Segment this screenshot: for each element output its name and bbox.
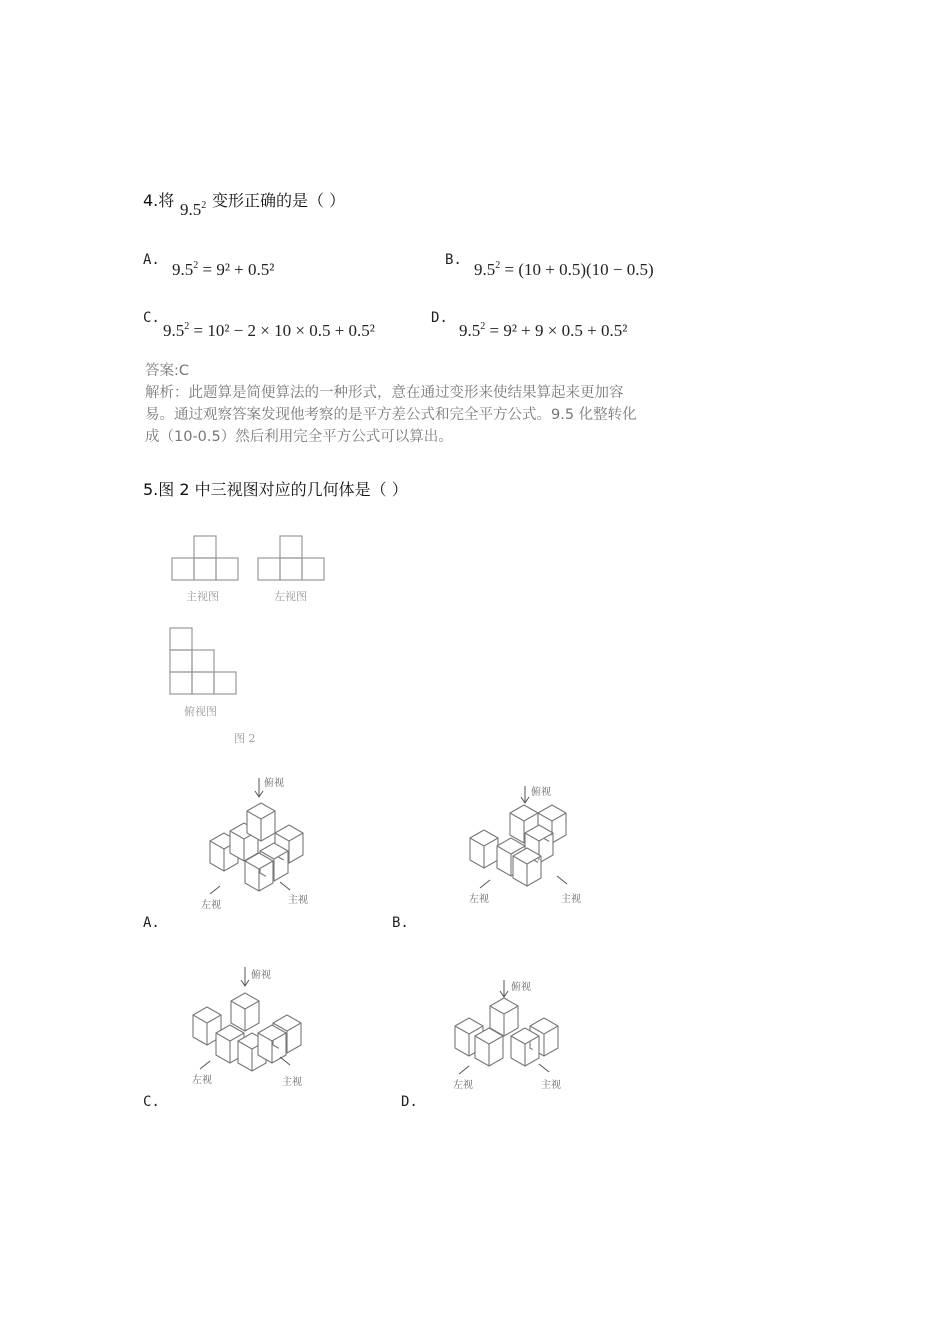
arrow-icon bbox=[539, 1064, 549, 1072]
q4-option-b-formula: $9.5^2 = (10 + 0.5)(10 - 0.5)$ bbox=[474, 260, 654, 279]
q4-option-c-formula: $9.5^2 = 10^2 - 2 \times 10 \times 0.5 + 0.5^2$ bbox=[163, 321, 375, 340]
q4-option-d-label[interactable]: D. bbox=[431, 310, 448, 326]
q4-answer: 答案:C bbox=[145, 363, 190, 379]
option-c-figure bbox=[178, 965, 328, 1095]
arrow-down-icon bbox=[241, 967, 249, 986]
main-label: 主视 bbox=[541, 1080, 561, 1091]
q4-option-d-formula: $9.5^2 = 9^2 + 9 \times 0.5 + 0.5^2$ bbox=[459, 321, 628, 340]
option-a-figure bbox=[185, 768, 335, 918]
option-d-figure bbox=[445, 978, 575, 1098]
top-label: 俯视 bbox=[264, 778, 284, 789]
cube bbox=[245, 853, 273, 891]
cube bbox=[231, 993, 259, 1031]
q4-option-b-label[interactable]: B. bbox=[445, 252, 462, 268]
figure-caption: 图 2 bbox=[234, 732, 256, 745]
left-label: 左视 bbox=[201, 900, 221, 911]
q4-expression: $9.5^2$ bbox=[180, 200, 207, 219]
arrow-icon bbox=[200, 1061, 210, 1069]
q4-analysis-line-3: 成（10-0.5）然后利用完全平方公式可以算出。 bbox=[145, 429, 453, 445]
cube bbox=[475, 1028, 503, 1066]
left-view bbox=[258, 536, 324, 580]
main-label: 主视 bbox=[561, 894, 581, 905]
cube bbox=[258, 1025, 286, 1063]
three-views-figure bbox=[160, 528, 340, 748]
option-b-figure bbox=[455, 780, 605, 910]
cube bbox=[275, 825, 303, 863]
cube bbox=[513, 848, 541, 886]
cube bbox=[470, 830, 498, 868]
arrow-icon bbox=[280, 882, 290, 890]
arrow-icon bbox=[480, 880, 490, 888]
q5-option-b-label[interactable]: B. bbox=[392, 915, 409, 931]
arrow-icon bbox=[459, 1066, 469, 1074]
arrow-icon bbox=[280, 1057, 290, 1065]
q4-option-a-label[interactable]: A. bbox=[143, 252, 160, 268]
q4-answer-block bbox=[145, 360, 705, 448]
left-view-caption: 左视图 bbox=[274, 590, 307, 603]
q4-prefix: 将 bbox=[158, 191, 175, 210]
arrow-down-icon bbox=[521, 786, 529, 803]
q5-title: 5.图 2 中三视图对应的几何体是（ ） bbox=[143, 480, 408, 499]
top-label: 俯视 bbox=[251, 970, 271, 981]
arrow-down-icon bbox=[255, 778, 263, 797]
top-label: 俯视 bbox=[511, 982, 531, 993]
left-label: 左视 bbox=[453, 1080, 473, 1091]
q4-stem bbox=[143, 188, 174, 211]
main-label: 主视 bbox=[288, 895, 308, 906]
top-view bbox=[170, 628, 236, 694]
arrow-icon bbox=[210, 886, 220, 894]
main-label: 主视 bbox=[282, 1077, 302, 1088]
q5-option-d-label[interactable]: D. bbox=[401, 1094, 418, 1110]
top-view-caption: 俯视图 bbox=[184, 705, 217, 718]
arrow-down-icon bbox=[500, 980, 508, 997]
q4-option-a-formula: $9.5^2 = 9^2 + 0.5^2$ bbox=[172, 260, 275, 279]
q4-number: 4. bbox=[143, 191, 159, 210]
q4-option-c-label[interactable]: C. bbox=[143, 310, 160, 326]
q4-analysis-line-2: 易。通过观察答案发现他考察的是平方差公式和完全平方公式。9.5 化整转化 bbox=[145, 407, 637, 423]
cube bbox=[490, 998, 518, 1036]
arrow-icon bbox=[557, 876, 567, 884]
q4-analysis-line-1: 解析：此题算是简便算法的一种形式，意在通过变形来使结果算起来更加容 bbox=[145, 385, 624, 401]
q4-suffix: 变形正确的是（ ） bbox=[212, 191, 346, 210]
q5-option-a-label[interactable]: A. bbox=[143, 915, 160, 931]
q5-option-c-label[interactable]: C. bbox=[143, 1094, 160, 1110]
left-label: 左视 bbox=[469, 894, 489, 905]
left-label: 左视 bbox=[192, 1075, 212, 1086]
front-view-caption: 主视图 bbox=[186, 590, 219, 603]
cube bbox=[511, 1028, 539, 1066]
cube bbox=[247, 803, 275, 841]
front-view bbox=[172, 536, 238, 580]
top-label: 俯视 bbox=[531, 787, 551, 798]
